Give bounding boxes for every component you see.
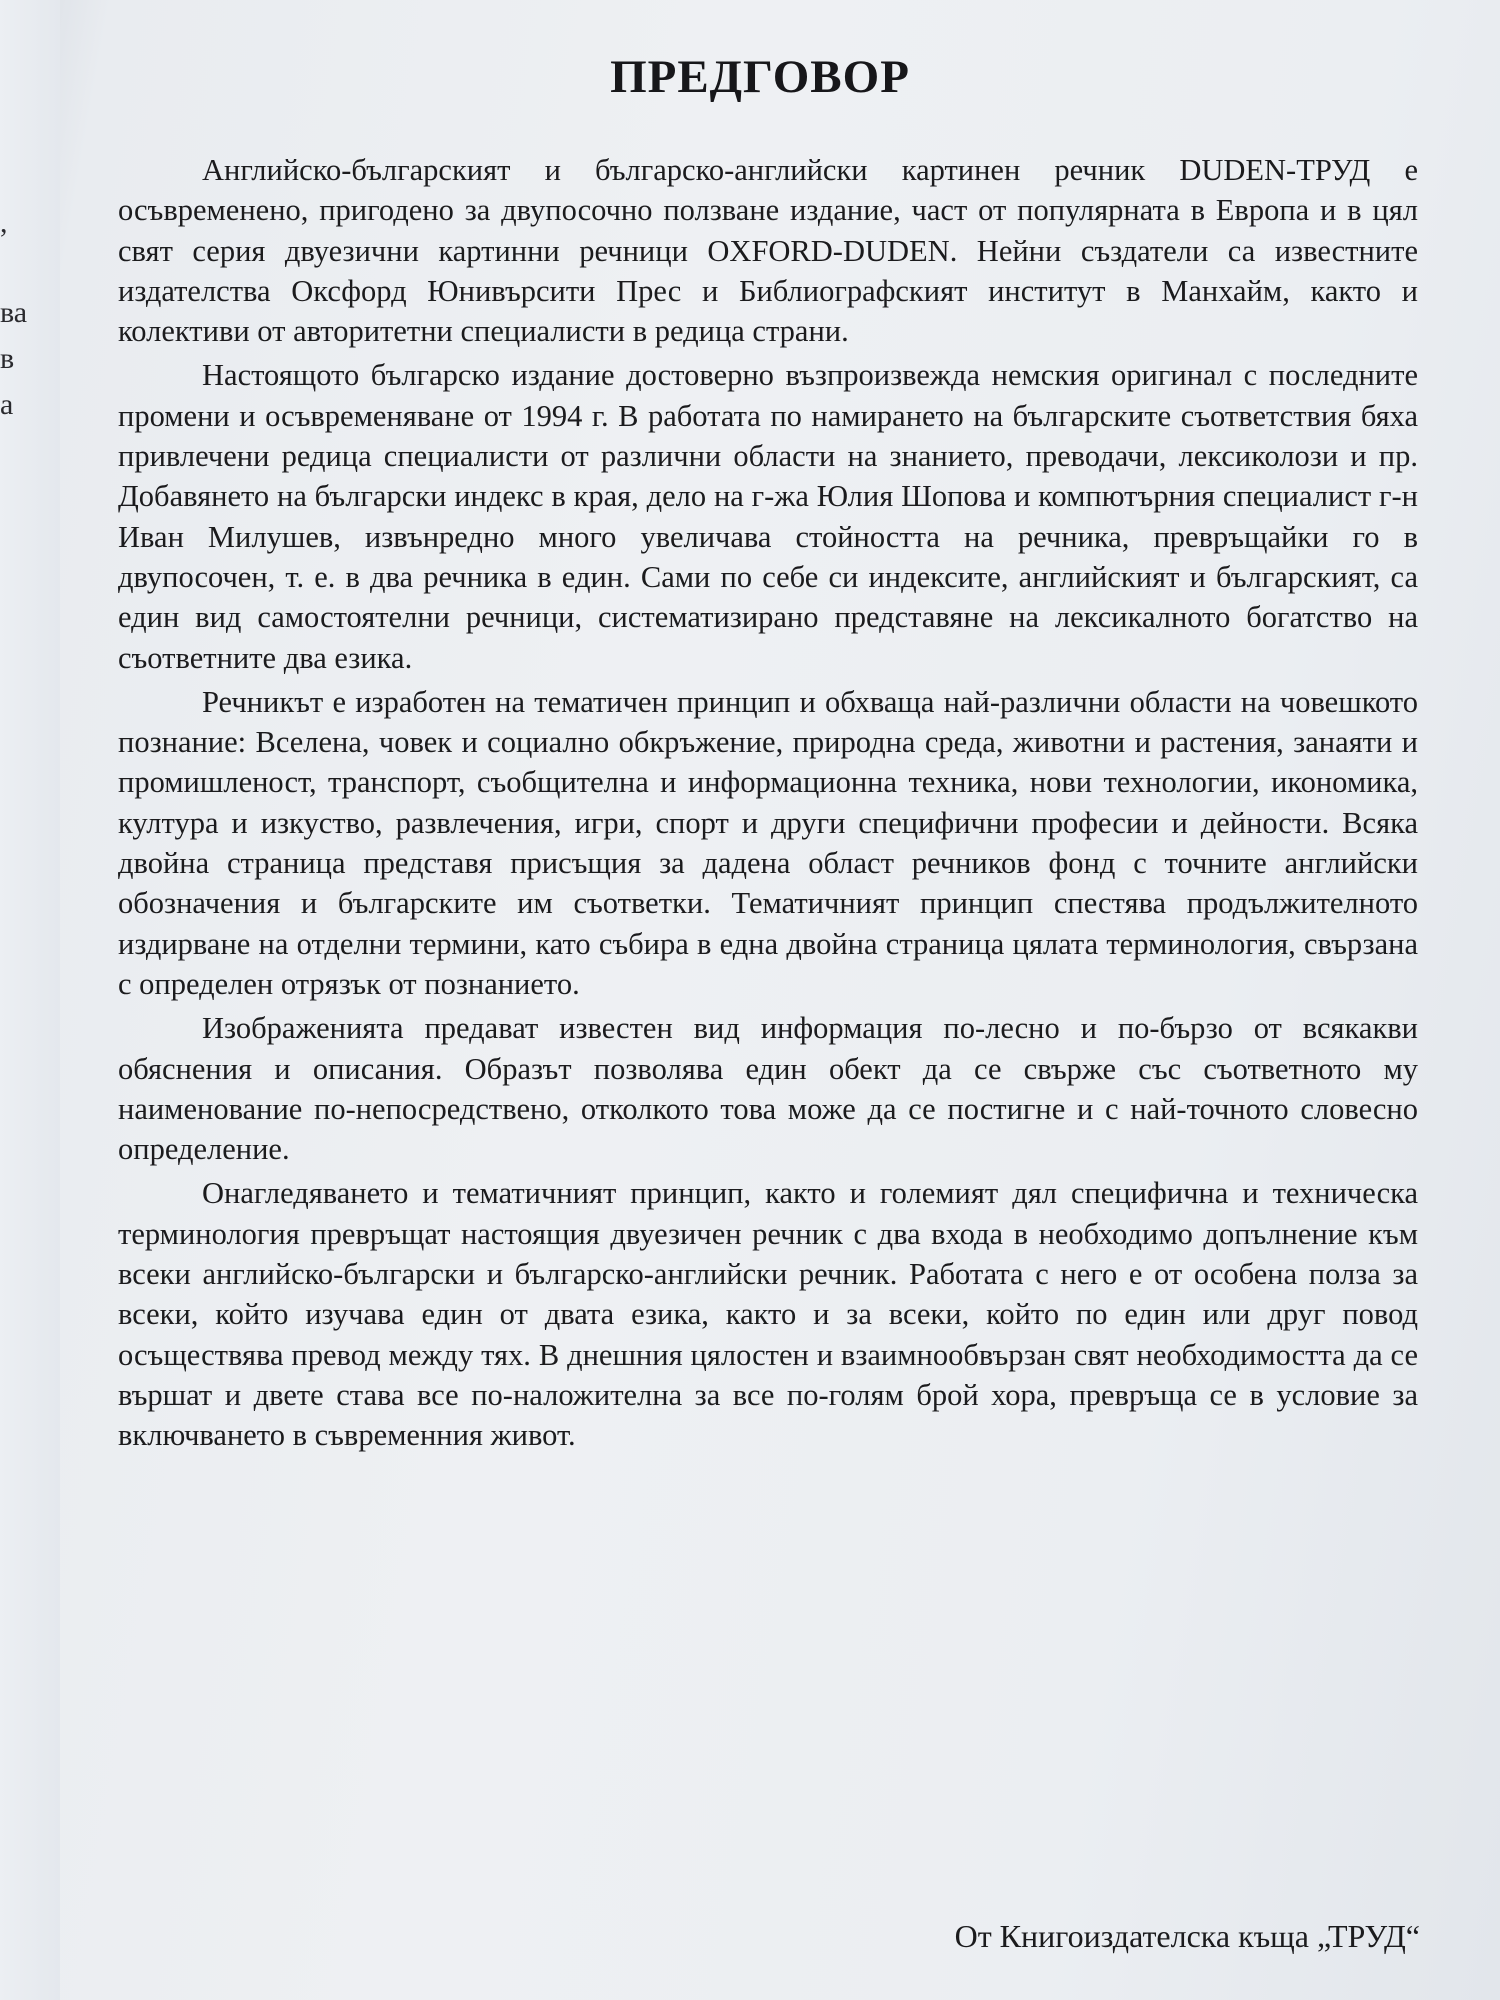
publisher-signature: От Книгоиздателска къща „ТРУД“	[954, 1918, 1420, 1954]
page-title: ПРЕДГОВОР	[610, 51, 910, 103]
paragraph-5: Онагледяването и тематичният принцип, както и големият дял специфична и техническа терминология превръщат настоящия двуезичен речник с два входа в необходимо допълнение към всеки английско-български и българско-английски речник. Работата с него е от особена полза за всеки, който изучава един от двата езика, както и за всеки, който по един или друг повод осъществява превод между тях. В днешния цялостен и взаимнообвързан свят необходимостта да се вършат и двете става все по-наложителна за все по-голям брой хора, превръща се в условие за включването в съвременния живот.	[118, 1176, 1418, 1453]
margin-fragment: а	[0, 388, 14, 421]
margin-fragment: ва	[0, 296, 28, 329]
paragraph-1: Английско-българският и българско-английски картинен речник DUDEN-ТРУД е осъвременено, пригодено за двупосочно ползване издание, част от популярната в Европа и в цял свят серия двуезични картинни речници OXFORD-DUDEN. Нейни създатели са известните издателства Оксфорд Юнивърсити Прес и Библиографският институт в Манхайм, както и колективи от авторитетни специалисти в редица страни.	[118, 153, 1418, 349]
paragraph-3: Речникът е изработен на тематичен принцип и обхваща най-различни области на човешкото познание: Вселена, човек и социално обкръжение, природна среда, животни и растения, занаяти и промишленост, транспорт, съобщителна и информационна техника, нови технологии, икономика, култура и изкуство, развлечения, игри, спорт и други специфични професии и дейности. Всяка двойна страница представя присъщия за дадена област речников фонд с точните английски обозначения и българските им съответки. Тематичният принцип спестява продължителното издирване на отделни термини, като събира в една двойна страница цялата терминология, свързана с определен отрязък от познанието.	[118, 684, 1418, 1001]
paragraph-2: Настоящото българско издание достоверно възпроизвежда немския оригинал с последните промени и осъвременяване от 1994 г. В работата по намирането на българските съответствия бяха привлечени редица специалисти от различни области на знанието, преводачи, лексиколози и пр. Добавянето на български индекс в края, дело на г-жа Юлия Шопова и компютърния специалист г-н Иван Милушев, извънредно много увеличава стойността на речника, превръщайки го в двупосочен, т. е. в два речника в един. Сами по себе си индексите, английският и българският, са един вид самостоятелни речници, систематизирано представяне на лексикалното богатство на съответните два езика.	[118, 358, 1418, 675]
facing-page-edge	[0, 0, 60, 2000]
paragraph-4: Изображенията предават известен вид информация по-лесно и по-бързо от всякакви обяснения и описания. Образът позволява един обект да се свърже със съответното му наименование по-непосредствено, отколкото това може да се постигне и с най-точното словесно определение.	[118, 1011, 1418, 1167]
margin-fragment: ,	[0, 206, 8, 239]
margin-fragment: в	[0, 342, 15, 375]
preface-body	[118, 150, 1418, 1460]
